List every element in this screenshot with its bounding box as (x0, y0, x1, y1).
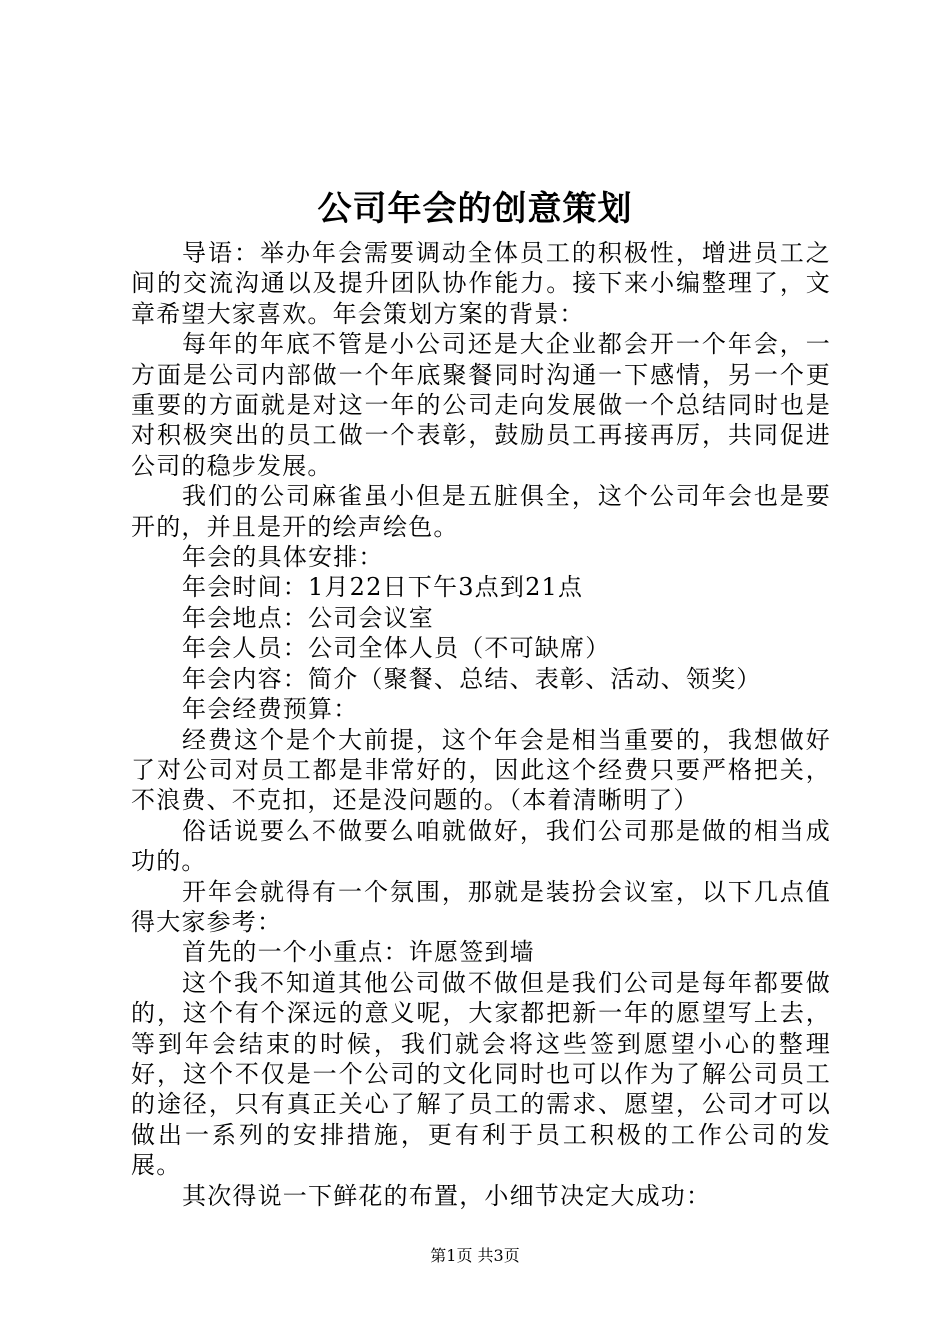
paragraph: 经费这个是个大前提，这个年会是相当重要的，我想做好了对公司对员工都是非常好的，因此这个经费只要严格把关，不浪费、不克扣，还是没问题的。（本着清晰明了） (131, 725, 831, 815)
paragraph: 其次得说一下鲜花的布置，小细节决定大成功： (182, 1181, 712, 1210)
paragraph: 年会的具体安排： (182, 543, 384, 572)
paragraph: 年会经费预算： (182, 695, 359, 724)
paragraph: 年会时间：1月22日下午3点到21点 (182, 573, 584, 602)
paragraph: 年会地点：公司会议室 (182, 603, 434, 632)
paragraph: 每年的年底不管是小公司还是大企业都会开一个年会，一方面是公司内部做一个年底聚餐同时沟通一下感情，另一个更重要的方面就是对这一年的公司走向发展做一个总结同时也是对积极突出的员工做一个表彰，鼓励员工再接再厉，共同促进公司的稳步发展。 (131, 330, 831, 480)
paragraph: 年会人员：公司全体人员（不可缺席） (182, 634, 611, 663)
paragraph: 导语：举办年会需要调动全体员工的积极性，增进员工之间的交流沟通以及提升团队协作能力。接下来小编整理了，文章希望大家喜欢。年会策划方案的背景： (131, 239, 831, 328)
paragraph: 俗话说要么不做要么咱就做好，我们公司那是做的相当成功的。 (131, 816, 831, 876)
document-title: 公司年会的创意策划 (317, 189, 633, 229)
paragraph: 我们的公司麻雀虽小但是五脏俱全，这个公司年会也是要开的，并且是开的绘声绘色。 (131, 482, 831, 541)
paragraph: 这个我不知道其他公司做不做但是我们公司是每年都要做的，这个有个深远的意义呢，大家都把新一年的愿望写上去，等到年会结束的时候，我们就会将这些签到愿望小心的整理好，这个不仅是一个公司的文化同时也可以作为了解公司员工的途径，只有真正关心了解了员工的需求、愿望，公司才可以做出一系列的安排措施，更有利于员工积极的工作公司的发展。 (131, 968, 831, 1180)
paragraph: 年会内容：简介（聚餐、总结、表彰、活动、领奖） (182, 664, 762, 693)
paragraph: 开年会就得有一个氛围，那就是装扮会议室，以下几点值得大家参考： (131, 877, 831, 936)
page-footer: 第1页 共3页 (430, 1246, 520, 1265)
paragraph: 首先的一个小重点：许愿签到墙 (182, 938, 535, 967)
document-body (131, 238, 831, 1211)
